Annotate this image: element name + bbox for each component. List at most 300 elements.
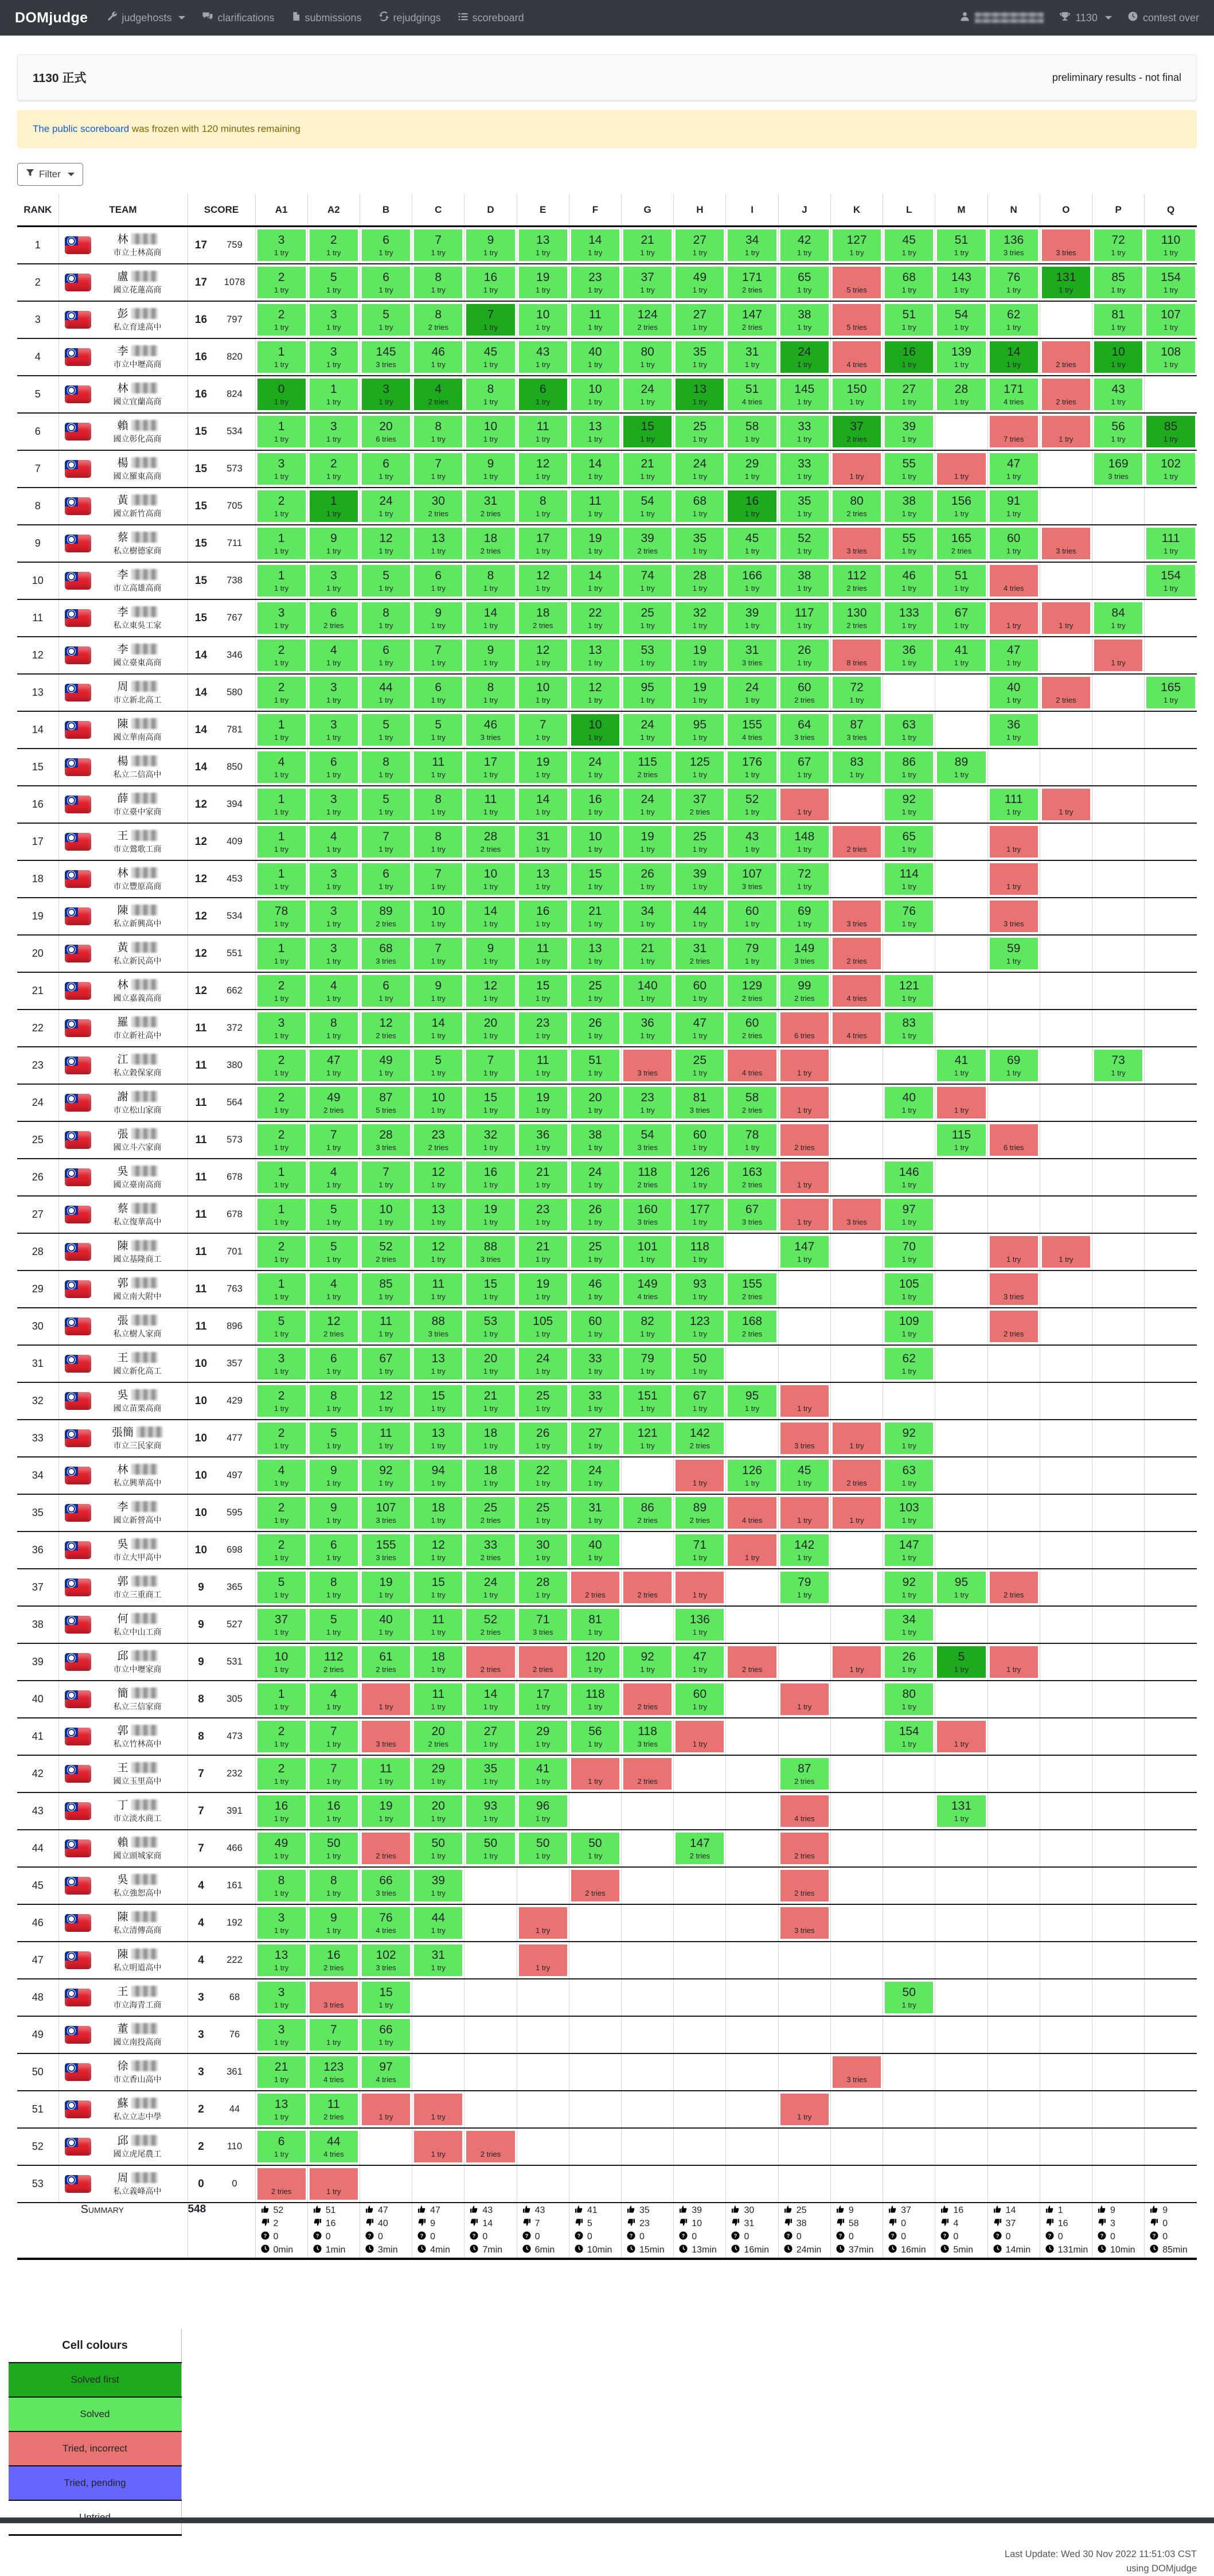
taiwan-flag-icon bbox=[65, 1653, 91, 1671]
taiwan-flag-icon bbox=[65, 1057, 91, 1074]
problem-header-P[interactable]: P bbox=[1092, 194, 1145, 227]
result-cell-A2: 16 2 tries bbox=[307, 1942, 360, 1979]
result-cell-G: 2 tries bbox=[622, 1755, 674, 1792]
result-cell-B: 19 1 try bbox=[360, 1792, 412, 1830]
team-cell bbox=[58, 972, 188, 1010]
team-row[interactable] bbox=[17, 338, 1197, 376]
thumbs-down-icon bbox=[1045, 2218, 1054, 2230]
team-rank: 29 bbox=[32, 1283, 44, 1295]
result-cell-G: 39 2 tries bbox=[622, 525, 674, 562]
team-row[interactable] bbox=[17, 301, 1197, 338]
result-cell-L: 63 1 try bbox=[883, 1457, 935, 1494]
team-name-blurred bbox=[131, 1948, 158, 1959]
nav-item-submissions[interactable] bbox=[292, 11, 362, 24]
result-cell-A1: 1 1 try bbox=[255, 338, 307, 376]
result-cell-H: 125 1 try bbox=[674, 749, 726, 786]
result-cell-F: 50 1 try bbox=[569, 1830, 621, 1867]
team-row[interactable] bbox=[17, 376, 1197, 413]
nav-item-label: judgehosts bbox=[122, 11, 172, 24]
team-row[interactable] bbox=[17, 488, 1197, 525]
result-cell-E: 11 1 try bbox=[517, 935, 569, 972]
score-time: 580 bbox=[227, 687, 243, 697]
result-cell-E bbox=[517, 2091, 569, 2128]
result-cell-A1: 1 1 try bbox=[255, 860, 307, 898]
score-time: 824 bbox=[227, 389, 243, 399]
problem-header-I[interactable]: I bbox=[726, 194, 778, 227]
result-cell-J: 60 2 tries bbox=[778, 674, 830, 711]
team-row[interactable] bbox=[17, 1420, 1197, 1457]
team-row[interactable] bbox=[17, 1457, 1197, 1494]
sync-icon bbox=[379, 11, 389, 24]
team-name-blurred bbox=[131, 1389, 158, 1400]
result-cell-H: 27 1 try bbox=[674, 227, 726, 264]
user-menu[interactable] bbox=[960, 11, 1044, 24]
result-cell-A1: 2 1 try bbox=[255, 1755, 307, 1792]
legend-entry: Tried, pending bbox=[9, 2466, 182, 2500]
team-row[interactable] bbox=[17, 2165, 1197, 2203]
team-cell bbox=[58, 1531, 188, 1569]
result-cell-Q bbox=[1145, 2128, 1197, 2165]
team-row[interactable] bbox=[17, 1308, 1197, 1345]
team-row[interactable] bbox=[17, 1681, 1197, 1718]
team-rank: 16 bbox=[32, 798, 44, 810]
question-icon bbox=[888, 2231, 897, 2243]
result-cell-H: 126 1 try bbox=[674, 1159, 726, 1196]
team-rank: 32 bbox=[32, 1395, 44, 1406]
result-cell-G: 23 1 try bbox=[622, 1084, 674, 1121]
result-cell-E: 18 2 tries bbox=[517, 599, 569, 637]
result-cell-E: 12 1 try bbox=[517, 562, 569, 599]
team-name-blurred bbox=[131, 1501, 158, 1512]
result-cell-G: 24 1 try bbox=[622, 786, 674, 823]
incorrect-count: 7 bbox=[534, 2219, 540, 2228]
thumbs-down-icon bbox=[417, 2218, 426, 2230]
incorrect-count: 3 bbox=[1110, 2219, 1115, 2228]
result-cell-L: 38 1 try bbox=[883, 488, 935, 525]
result-cell-D: 12 1 try bbox=[464, 972, 517, 1010]
result-cell-C: 11 1 try bbox=[412, 1606, 464, 1643]
result-cell-L: 34 1 try bbox=[883, 1606, 935, 1643]
result-cell-D: 88 3 tries bbox=[464, 1233, 517, 1271]
result-cell-Q bbox=[1145, 2165, 1197, 2203]
score-time: 1078 bbox=[224, 277, 245, 287]
team-school: 國立基隆商工 bbox=[113, 1254, 162, 1264]
score-solved: 12 bbox=[194, 835, 208, 848]
result-cell-Q bbox=[1145, 1867, 1197, 1904]
team-rank: 19 bbox=[32, 910, 44, 922]
result-cell-F bbox=[569, 2016, 621, 2053]
nav-item-rejudgings[interactable] bbox=[379, 11, 441, 24]
taiwan-flag-icon bbox=[65, 236, 91, 254]
score-time: 781 bbox=[227, 724, 243, 735]
thumbs-up-icon bbox=[836, 2205, 845, 2216]
score-time: 551 bbox=[227, 948, 243, 958]
result-cell-D: 93 1 try bbox=[464, 1792, 517, 1830]
result-cell-K bbox=[830, 1159, 883, 1196]
team-row[interactable] bbox=[17, 1494, 1197, 1531]
team-row[interactable] bbox=[17, 1904, 1197, 1942]
score-solved: 4 bbox=[198, 1954, 204, 1966]
team-row[interactable] bbox=[17, 1159, 1197, 1196]
team-row[interactable] bbox=[17, 1643, 1197, 1681]
team-row[interactable] bbox=[17, 637, 1197, 674]
result-cell-L bbox=[883, 1047, 935, 1084]
result-cell-G: 124 2 tries bbox=[622, 301, 674, 338]
team-score bbox=[188, 301, 255, 338]
team-name: 黃 bbox=[91, 494, 184, 507]
team-score bbox=[188, 860, 255, 898]
taiwan-flag-icon bbox=[65, 1280, 91, 1298]
result-cell-A2: 5 1 try bbox=[307, 1233, 360, 1271]
team-name: 陳 bbox=[91, 1911, 184, 1924]
team-row[interactable] bbox=[17, 823, 1197, 860]
score-solved: 15 bbox=[194, 500, 208, 512]
team-row[interactable] bbox=[17, 264, 1197, 301]
team-name-blurred bbox=[131, 345, 158, 356]
team-row[interactable] bbox=[17, 1755, 1197, 1792]
team-name: 李 bbox=[91, 606, 184, 619]
result-cell-J bbox=[778, 1606, 830, 1643]
domjudge-brand[interactable]: DOMjudge bbox=[15, 9, 88, 26]
result-cell-H: 95 1 try bbox=[674, 711, 726, 749]
problem-header-N[interactable]: N bbox=[987, 194, 1040, 227]
problem-header-L[interactable]: L bbox=[883, 194, 935, 227]
result-cell-A1: 2 1 try bbox=[255, 301, 307, 338]
team-name: 張簡 bbox=[91, 1427, 184, 1439]
team-row[interactable] bbox=[17, 1196, 1197, 1233]
team-score bbox=[188, 1196, 255, 1233]
result-cell-J: 79 1 try bbox=[778, 1569, 830, 1606]
result-cell-G: 36 1 try bbox=[622, 1010, 674, 1047]
funnel-icon bbox=[26, 169, 34, 180]
incorrect-count: 16 bbox=[1057, 2219, 1068, 2228]
team-name: 郭 bbox=[91, 1725, 184, 1737]
result-cell-B: 6 1 try bbox=[360, 450, 412, 488]
result-cell-N bbox=[987, 1904, 1040, 1942]
team-row[interactable] bbox=[17, 2053, 1197, 2091]
svg-text:?: ? bbox=[629, 2232, 633, 2239]
team-row[interactable] bbox=[17, 972, 1197, 1010]
problem-header-M[interactable]: M bbox=[935, 194, 987, 227]
result-cell-E: 25 1 try bbox=[517, 1494, 569, 1531]
result-cell-O: 3 tries bbox=[1040, 227, 1092, 264]
result-cell-G: 118 2 tries bbox=[622, 1159, 674, 1196]
result-cell-A2: 5 1 try bbox=[307, 1196, 360, 1233]
result-cell-K bbox=[830, 1233, 883, 1271]
problem-header-A1[interactable]: A1 bbox=[255, 194, 307, 227]
contest-status bbox=[1128, 11, 1199, 24]
team-name: 王 bbox=[91, 1762, 184, 1775]
taiwan-flag-icon bbox=[65, 1914, 91, 1932]
team-row[interactable] bbox=[17, 749, 1197, 786]
result-cell-M bbox=[935, 674, 987, 711]
result-cell-P: 10 1 try bbox=[1092, 338, 1145, 376]
team-row[interactable] bbox=[17, 1345, 1197, 1382]
result-cell-I: 16 1 try bbox=[726, 488, 778, 525]
result-cell-N: 47 1 try bbox=[987, 450, 1040, 488]
team-row[interactable] bbox=[17, 898, 1197, 935]
score-time: 477 bbox=[227, 1433, 243, 1443]
score-time: 738 bbox=[227, 575, 243, 586]
score-solved: 7 bbox=[198, 1767, 204, 1780]
taiwan-flag-icon bbox=[65, 1392, 91, 1410]
problem-header-K[interactable]: K bbox=[830, 194, 883, 227]
score-time: 678 bbox=[227, 1172, 243, 1182]
team-name: 周 bbox=[91, 2172, 184, 2185]
result-cell-O bbox=[1040, 1606, 1092, 1643]
thumbs-up-icon bbox=[470, 2205, 478, 2216]
result-cell-H: 25 1 try bbox=[674, 823, 726, 860]
score-time: 76 bbox=[229, 2029, 240, 2040]
result-cell-Q bbox=[1145, 1606, 1197, 1643]
score-time: 394 bbox=[227, 799, 243, 809]
taiwan-flag-icon bbox=[65, 646, 91, 664]
nav-item-clarifications[interactable] bbox=[202, 11, 274, 24]
team-row[interactable] bbox=[17, 1233, 1197, 1271]
team-row[interactable] bbox=[17, 786, 1197, 823]
filter-button[interactable] bbox=[17, 163, 83, 186]
team-row[interactable] bbox=[17, 1979, 1197, 2016]
team-score bbox=[188, 1681, 255, 1718]
result-cell-I: 67 3 tries bbox=[726, 1196, 778, 1233]
result-cell-H: 1 try bbox=[674, 1457, 726, 1494]
first-solve-time: 4min bbox=[430, 2245, 450, 2255]
team-school: 私立新民高中 bbox=[113, 956, 162, 965]
result-cell-K: 4 tries bbox=[830, 972, 883, 1010]
team-row[interactable] bbox=[17, 860, 1197, 898]
score-solved: 16 bbox=[194, 388, 208, 400]
team-rank: 27 bbox=[32, 1209, 44, 1220]
result-cell-D: 14 1 try bbox=[464, 1681, 517, 1718]
trophy-icon bbox=[1060, 11, 1070, 25]
team-cell bbox=[58, 1345, 188, 1382]
nav-item-judgehosts[interactable] bbox=[107, 11, 185, 24]
result-cell-Q bbox=[1145, 935, 1197, 972]
team-name: 郭 bbox=[91, 1277, 184, 1290]
solved-count: 1 bbox=[1057, 2205, 1063, 2215]
result-cell-G: 19 1 try bbox=[622, 823, 674, 860]
result-cell-P bbox=[1092, 1084, 1145, 1121]
result-cell-A2: 4 1 try bbox=[307, 1159, 360, 1196]
result-cell-N bbox=[987, 1792, 1040, 1830]
team-row[interactable] bbox=[17, 1271, 1197, 1308]
result-cell-P bbox=[1092, 1345, 1145, 1382]
team-row[interactable] bbox=[17, 2128, 1197, 2165]
team-rank: 41 bbox=[32, 1731, 44, 1742]
result-cell-N: 4 tries bbox=[987, 562, 1040, 599]
result-cell-C: 15 1 try bbox=[412, 1382, 464, 1420]
result-cell-H bbox=[674, 2165, 726, 2203]
team-row[interactable] bbox=[17, 525, 1197, 562]
team-row[interactable] bbox=[17, 674, 1197, 711]
result-cell-C: 8 1 try bbox=[412, 823, 464, 860]
result-cell-Q bbox=[1145, 1047, 1197, 1084]
team-row[interactable] bbox=[17, 599, 1197, 637]
result-cell-C: 7 1 try bbox=[412, 227, 464, 264]
result-cell-N: 47 1 try bbox=[987, 637, 1040, 674]
score-solved: 11 bbox=[195, 1059, 207, 1071]
result-cell-A2: 8 1 try bbox=[307, 1382, 360, 1420]
result-cell-I: 4 tries bbox=[726, 1047, 778, 1084]
question-icon bbox=[1098, 2231, 1106, 2243]
first-solve-time: 131min bbox=[1057, 2245, 1088, 2255]
result-cell-M bbox=[935, 1196, 987, 1233]
team-row[interactable] bbox=[17, 2016, 1197, 2053]
problem-header-C[interactable]: C bbox=[412, 194, 464, 227]
result-cell-P bbox=[1092, 786, 1145, 823]
result-cell-B: 8 1 try bbox=[360, 599, 412, 637]
team-school: 國立臺東高商 bbox=[113, 657, 162, 667]
result-cell-P bbox=[1092, 1271, 1145, 1308]
result-cell-M bbox=[935, 1345, 987, 1382]
result-cell-C: 18 1 try bbox=[412, 1494, 464, 1531]
team-name-blurred bbox=[131, 1203, 158, 1214]
first-clock-icon bbox=[522, 2244, 531, 2256]
team-row[interactable] bbox=[17, 1121, 1197, 1159]
problem-header-H[interactable]: H bbox=[674, 194, 726, 227]
team-row[interactable] bbox=[17, 1047, 1197, 1084]
team-rank: 39 bbox=[32, 1656, 44, 1667]
result-cell-A2: 3 1 try bbox=[307, 786, 360, 823]
summary-total: 548 bbox=[188, 2203, 255, 2259]
team-rank: 40 bbox=[32, 1693, 44, 1705]
result-cell-H bbox=[674, 1904, 726, 1942]
result-cell-I bbox=[726, 1942, 778, 1979]
team-row[interactable] bbox=[17, 562, 1197, 599]
team-row[interactable] bbox=[17, 1792, 1197, 1830]
taiwan-flag-icon bbox=[65, 833, 91, 851]
result-cell-J: 52 1 try bbox=[778, 525, 830, 562]
contest-selector[interactable] bbox=[1060, 11, 1112, 25]
result-cell-K: 72 1 try bbox=[830, 674, 883, 711]
result-cell-B: 12 1 try bbox=[360, 1382, 412, 1420]
team-row[interactable] bbox=[17, 1830, 1197, 1867]
result-cell-J: 33 1 try bbox=[778, 413, 830, 450]
team-cell bbox=[58, 1457, 188, 1494]
result-cell-O bbox=[1040, 1121, 1092, 1159]
team-row[interactable] bbox=[17, 1010, 1197, 1047]
result-cell-K: 4 tries bbox=[830, 338, 883, 376]
problem-header-O[interactable]: O bbox=[1040, 194, 1092, 227]
result-cell-F: 11 1 try bbox=[569, 488, 621, 525]
result-cell-H: 47 1 try bbox=[674, 1643, 726, 1681]
team-row[interactable] bbox=[17, 1606, 1197, 1643]
result-cell-M: 165 2 tries bbox=[935, 525, 987, 562]
taiwan-flag-icon bbox=[65, 1579, 91, 1596]
result-cell-G: 160 3 tries bbox=[622, 1196, 674, 1233]
thumbs-down-icon bbox=[365, 2218, 374, 2230]
result-cell-A2: 4 1 try bbox=[307, 972, 360, 1010]
team-cell bbox=[58, 1084, 188, 1121]
result-cell-K bbox=[830, 860, 883, 898]
taiwan-flag-icon bbox=[65, 1989, 91, 2006]
taiwan-flag-icon bbox=[65, 907, 91, 925]
problem-header-J[interactable]: J bbox=[778, 194, 830, 227]
team-row[interactable] bbox=[17, 1084, 1197, 1121]
problem-header-E[interactable]: E bbox=[517, 194, 569, 227]
team-row[interactable] bbox=[17, 2091, 1197, 2128]
problem-header-Q[interactable]: Q bbox=[1145, 194, 1197, 227]
team-score bbox=[188, 749, 255, 786]
result-cell-O bbox=[1040, 450, 1092, 488]
question-icon bbox=[679, 2231, 688, 2243]
result-cell-M: 156 1 try bbox=[935, 488, 987, 525]
frozen-alert-text: was frozen with 120 minutes remaining bbox=[129, 123, 300, 134]
result-cell-P bbox=[1092, 1569, 1145, 1606]
problem-header-F[interactable]: F bbox=[569, 194, 621, 227]
first-clock-icon bbox=[731, 2244, 740, 2256]
team-row[interactable] bbox=[17, 711, 1197, 749]
result-cell-C: 15 1 try bbox=[412, 1569, 464, 1606]
result-cell-N bbox=[987, 1979, 1040, 2016]
result-cell-G: 115 2 tries bbox=[622, 749, 674, 786]
result-cell-K: 3 tries bbox=[830, 2053, 883, 2091]
result-cell-A2: 4 1 try bbox=[307, 1681, 360, 1718]
result-cell-D: 7 1 try bbox=[464, 301, 517, 338]
result-cell-I bbox=[726, 1233, 778, 1271]
result-cell-Q bbox=[1145, 1755, 1197, 1792]
problem-header-D[interactable]: D bbox=[464, 194, 517, 227]
result-cell-E: 25 1 try bbox=[517, 1382, 569, 1420]
team-row[interactable] bbox=[17, 935, 1197, 972]
problem-header-A2[interactable]: A2 bbox=[307, 194, 360, 227]
result-cell-A2: 3 1 try bbox=[307, 413, 360, 450]
result-cell-H: 81 3 tries bbox=[674, 1084, 726, 1121]
team-row[interactable] bbox=[17, 1942, 1197, 1979]
result-cell-D: 15 1 try bbox=[464, 1271, 517, 1308]
team-row[interactable] bbox=[17, 227, 1197, 264]
public-scoreboard-link[interactable]: The public scoreboard bbox=[33, 123, 130, 134]
result-cell-L bbox=[883, 2053, 935, 2091]
team-school: 國立南投高商 bbox=[113, 2037, 162, 2047]
team-score bbox=[188, 1718, 255, 1755]
first-solve-time: 24min bbox=[796, 2245, 822, 2255]
pending-count: 0 bbox=[953, 2232, 959, 2242]
team-score bbox=[188, 1233, 255, 1271]
result-cell-K bbox=[830, 1755, 883, 1792]
result-cell-E: 2 tries bbox=[517, 1643, 569, 1681]
result-cell-O bbox=[1040, 1382, 1092, 1420]
nav-item-scoreboard[interactable] bbox=[458, 11, 524, 24]
result-cell-C: 12 1 try bbox=[412, 1159, 464, 1196]
team-row[interactable] bbox=[17, 450, 1197, 488]
team-row[interactable] bbox=[17, 1718, 1197, 1755]
team-name-blurred bbox=[131, 1538, 158, 1549]
result-cell-E: 36 1 try bbox=[517, 1121, 569, 1159]
result-cell-A2: 50 1 try bbox=[307, 1830, 360, 1867]
svg-text:?: ? bbox=[786, 2232, 790, 2239]
team-row[interactable] bbox=[17, 1531, 1197, 1569]
solved-count: 43 bbox=[482, 2205, 493, 2215]
team-name: 王 bbox=[91, 1986, 184, 1998]
result-cell-M bbox=[935, 786, 987, 823]
result-cell-P bbox=[1092, 562, 1145, 599]
team-row[interactable] bbox=[17, 413, 1197, 450]
taiwan-flag-icon bbox=[65, 274, 91, 291]
team-row[interactable] bbox=[17, 1867, 1197, 1904]
result-cell-G bbox=[622, 1867, 674, 1904]
team-cell bbox=[58, 1271, 188, 1308]
problem-header-B[interactable]: B bbox=[360, 194, 412, 227]
team-row[interactable] bbox=[17, 1382, 1197, 1420]
problem-header-G[interactable]: G bbox=[622, 194, 674, 227]
taiwan-flag-icon bbox=[65, 1206, 91, 1223]
result-cell-H: 27 1 try bbox=[674, 301, 726, 338]
result-cell-L: 92 1 try bbox=[883, 1569, 935, 1606]
result-cell-P bbox=[1092, 1606, 1145, 1643]
team-row[interactable] bbox=[17, 1569, 1197, 1606]
team-rank: 3 bbox=[34, 314, 41, 325]
